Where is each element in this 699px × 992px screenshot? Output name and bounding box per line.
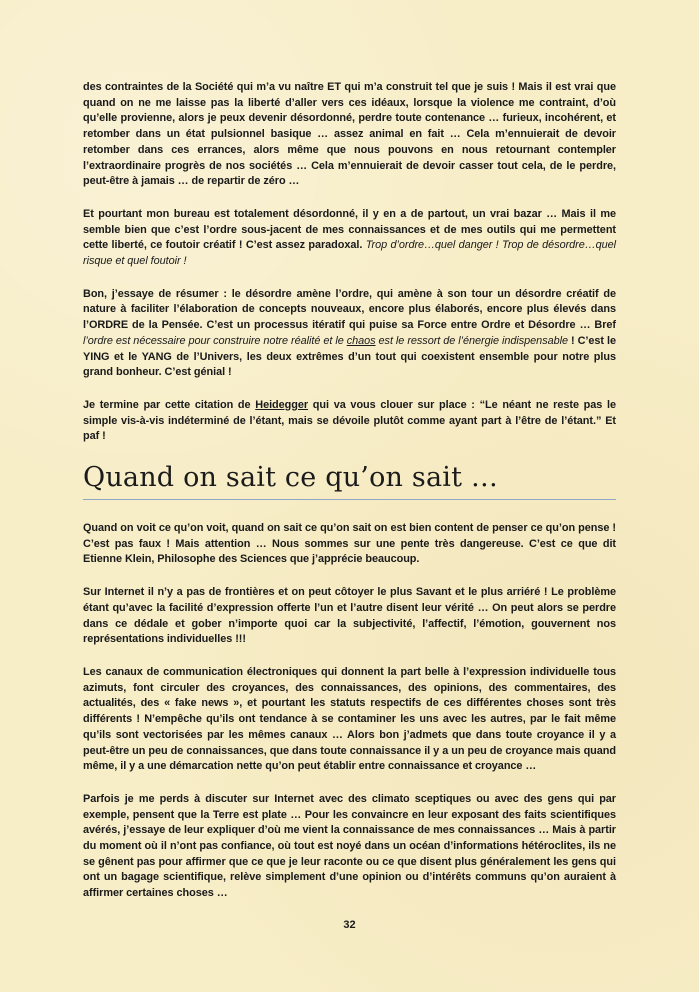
paragraph: Sur Internet il n’y a pas de frontières et on peut côtoyer le plus Savant et le plus arriéré ! Le problème étant qu’avec la facilité d’expression offerte l’un et l’autre disent leur vérité … On peut alors se perdre dans ce dédale et gober n’importe quoi car la subjectivité, l’affectif, l’émotion, gouvernent nos représentations individuelles !!!	[83, 586, 616, 646]
document-page	[83, 80, 616, 919]
page-number: 32	[343, 919, 356, 931]
paragraph: des contraintes de la Société qui m’a vu naître ET qui m’a construit tel que je suis ! Mais il est vrai que quand on ne me laisse pas la liberté d’aller vers ces idéaux, lorsque la violence me contraint, d’où qu’elle provienne, alors je peux devenir désordonné, perdre toute contenance … furieux, incohérent, et retomber dans un état pulsionnel basique … assez animal en fait … Cela m’ennuierait de devoir retomber dans ces errances, alors même que nous pouvons en nous retournant contempler l’extraordinaire progrès de nos sociétés … Cela m’ennuierait de devoir casser tout cela, de le perdre, peut-être à jamais … de repartir de zéro …	[83, 81, 616, 188]
paragraph: Bon, j’essaye de résumer : le désordre amène l’ordre, qui amène à son tour un désordre créatif de nature à faciliter l’élaboration de concepts nouveaux, encore plus élaborés, encore plus élevés dans l’ORDRE de la Pensée. C’est un processus itératif qui puise sa Force entre Ordre et Désordre … Bref l’ordre est nécessaire pour construire notre réalité et le chaos est le ressort de l’énergie indispensable ! C’est le YING et le YANG de l’Univers, les deux extrêmes d’un tout qui coexistent ensemble pour notre plus grand bonheur. C’est génial !	[83, 287, 616, 379]
chaos-link[interactable]: chaos	[346, 334, 376, 347]
paragraph: Je termine par cette citation de Heidegger qui va vous clouer sur place : “Le néant ne reste pas le simple vis-à-vis indéterminé de l’étant, mais se dévoile plutôt comme ayant part à l’être de l’étant.” Et paf !	[83, 398, 616, 443]
section-heading: Quand on sait ce qu’on sait …	[83, 462, 616, 500]
paragraph: Et pourtant mon bureau est totalement désordonné, il y en a de partout, un vrai bazar … Mais il me semble bien que c’est l’ordre sous-jacent de mes connaissances et de mes outils qui me permettent cette liberté, ce foutoir créatif ! C’est assez paradoxal. Trop d’ordre…quel danger ! Trop de désordre…quel risque et quel foutoir !	[83, 207, 616, 268]
paragraph: Parfois je me perds à discuter sur Internet avec des climato sceptiques ou avec des gens qui par exemple, pensent que la Terre est plate … Pour les convaincre en leur exposant des faits scientifiques avérés, j’essaye de leur expliquer d’où me vient la connaissance de mes connaissances … Mais à partir du moment où il n’ont pas confiance, où tout est noyé dans un océan d’informations hétéroclites, ils ne se gênent pas pour affirmer que ce que je leur raconte ou ce que disent plus généralement les gens qui ont un bagage scientifique, relève simplement d’une opinion ou d’intérêts communs qu’on auraient à affirmer certaines choses …	[83, 792, 616, 900]
heidegger-link[interactable]: Heidegger	[255, 398, 309, 411]
paragraph: Les canaux de communication électroniques qui donnent la part belle à l’expression individuelle tous azimuts, font circuler des croyances, des connaissances, des opinions, des commentaires, des actualités, des « fake news », et pourtant les statuts respectifs de ces différentes choses sont très différents ! N’empêche qu’ils ont tendance à se contaminer les uns avec les autres, par le fait même qu’ils sont vectorisées par les mêmes canaux … Alors bon j’admets que dans toute croyance il y a peut-être un peu de connaissances, que dans toute connaissance il y a un peu de croyance mais quand même, il y a une démarcation nette qu’on peut établir entre connaissance et croyance …	[83, 665, 616, 773]
italic-quote: Trop d’ordre…quel danger ! Trop de désordre…quel risque et quel foutoir !	[83, 239, 616, 268]
paragraph: Quand on voit ce qu’on voit, quand on sait ce qu’on sait on est bien content de penser ce qu’on pense ! C’est pas faux ! Mais attention … Nous sommes sur une pente très dangereuse. C’est ce que dit Etienne Klein, Philosophe des Sciences que j’apprécie beaucoup.	[83, 522, 616, 566]
